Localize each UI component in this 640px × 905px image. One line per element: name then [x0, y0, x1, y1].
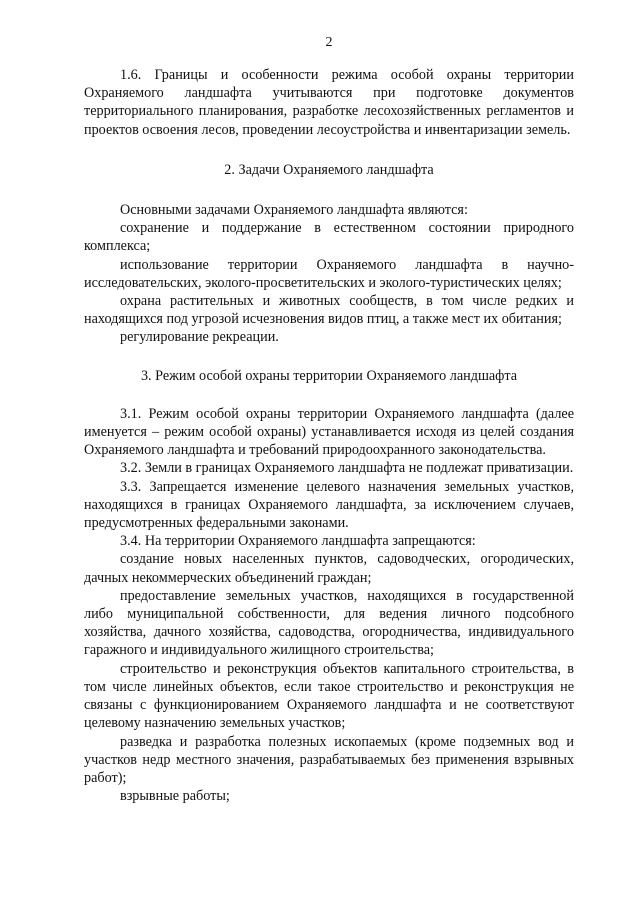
spacer	[84, 347, 574, 367]
paragraph-task-research: использование территории Охраняемого ландшафта в научно-исследовательских, эколого-просветительских и эколого-туристических целях;	[84, 256, 574, 291]
spacer	[84, 139, 574, 161]
paragraph-3-3: 3.3. Запрещается изменение целевого назначения земельных участков, находящихся в границах Охраняемого ландшафта, за исключением случаев, предусмотренных федеральными законами.	[84, 478, 574, 532]
section-heading-2: 2. Задачи Охраняемого ландшафта	[224, 161, 434, 178]
paragraph-tasks-intro: Основными задачами Охраняемого ландшафта являются:	[120, 202, 468, 219]
paragraph-3-4: 3.4. На территории Охраняемого ландшафта запрещаются:	[120, 533, 476, 550]
spacer	[84, 179, 574, 201]
paragraph-3-1: 3.1. Режим особой охраны территории Охраняемого ландшафта (далее именуется – режим особой охраны) устанавливается исходя из целей создания Охраняемого ландшафта и требований природоохранного законодательства.	[84, 405, 574, 459]
paragraph-task-protection: охрана растительных и животных сообществ, в том числе редких и находящихся под угрозой исчезновения видов птиц, а также мест их обитания;	[84, 293, 574, 328]
paragraph-prohibition-settlements: создание новых населенных пунктов, садоводческих, огородических, дачных некоммерческих объединений граждан;	[84, 551, 574, 586]
paragraph-prohibition-construction: строительство и реконструкция объектов капитального строительства, в том числе линейных объектов, если такое строительство и реконструкция не связаны с функционированием Охраняемого ландшафта и не соответствуют целевому назначению земельных участков;	[84, 660, 574, 732]
paragraph-task-conservation: сохранение и поддержание в естественном состоянии природного комплекса;	[84, 220, 574, 255]
paragraph-1-6: 1.6. Границы и особенности режима особой охраны территории Охраняемого ландшафта учитываются при подготовке документов территориального планирования, разработке лесохозяйственных регламентов и проектов освоения лесов, проведении лесоустройства и инвентаризации земель.	[84, 67, 574, 138]
paragraph-prohibition-blasting: взрывные работы;	[120, 788, 230, 805]
paragraph-prohibition-mining: разведка и разработка полезных ископаемых (кроме подземных вод и участков недр местного значения, разрабатываемых без применения взрывных работ);	[84, 733, 574, 786]
spacer	[84, 385, 574, 405]
paragraph-prohibition-land-grant: предоставление земельных участков, находящихся в государственной либо муниципальной собственности, для ведения личного подсобного хозяйства, дачного хозяйства, садоводства, огородничества, индивидуального гаражного и индивидуального жилищного строительства;	[84, 587, 574, 659]
section-heading-3: 3. Режим особой охраны территории Охраняемого ландшафта	[140, 367, 518, 384]
paragraph-3-2: 3.2. Земли в границах Охраняемого ландшафта не подлежат приватизации.	[120, 460, 574, 477]
page-number: 2	[325, 35, 333, 50]
paragraph-task-recreation: регулирование рекреации.	[120, 329, 279, 346]
